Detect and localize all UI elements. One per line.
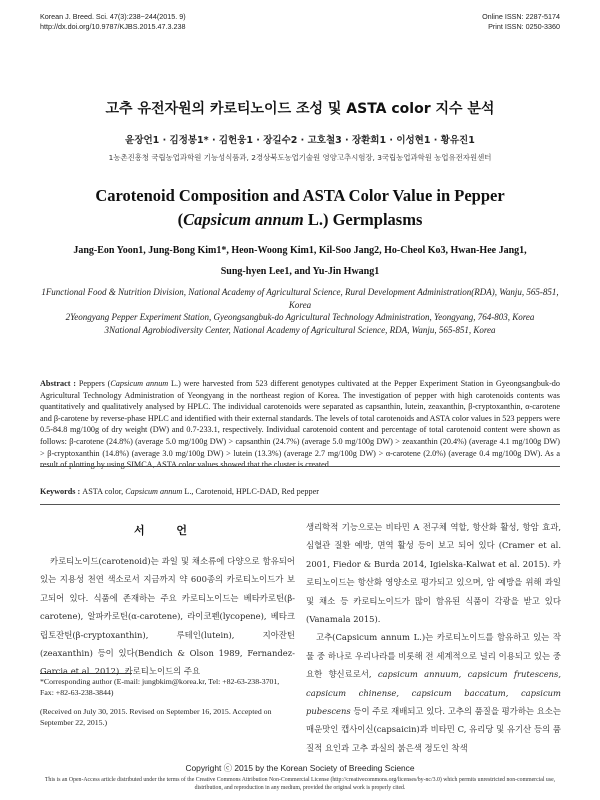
affiliation-1: 1Functional Food & Nutrition Division, National Academy of Agricultural Science, Rural Development Administration(RDA), Wanju, 565-851, Korea: [41, 287, 559, 310]
intro-p2-text-2: 등이 주로 재배되고 있다. 고추의 품질을 평가하는 요소는 매운맛인 캡사이신(capsaicin)과 비타민 C, 유리당 및 유기산 등의 품질적 요인과 고추 과실의 붉은색 정도인 착색: [306, 706, 561, 753]
korean-authors: 윤장언1 · 김정봉1* · 김헌웅1 · 장길수2 · 고호철3 · 장환희1 · 이성현1 · 황유진1: [125, 135, 475, 146]
intro-paragraph-1-continued: 생리학적 기능으로는 비타민 A 전구체 역할, 항산화 활성, 항암 효과, 심혈관 질환 예방, 면역 활성 등이 보고 되어 있다 (Cramer et al. 2001, Fiedor & Burda 2014, Igielska-Kalwat et al. 2015). 카로티노이드는 항산화 영양소로 평가되고 있으며, 암 예방을 위해 과일 및 채소 등 카로티노이드가 많이 함유된 식품이 각광을 받고 있다(Vanamala 2015).: [306, 522, 561, 625]
received-dates-footnote: (Received on July 30, 2015. Revised on September 16, 2015. Accepted on September 22, 2015.): [40, 707, 272, 727]
title-species-name: Capsicum annum: [183, 210, 304, 229]
running-header-right: [482, 12, 560, 32]
abstract-label: Abstract :: [40, 379, 79, 388]
intro-left-column: [40, 552, 295, 681]
affiliation-3: 3National Agrobiodiversity Center, National Academy of Agricultural Science, RDA, Wanju, 565-851, Korea: [104, 324, 496, 335]
keywords-rule-bottom: [40, 504, 560, 505]
intro-p2-text-1: 고추(Capsicum annum L.)는 카로티노이드를 함유하고 있는 작물 중 하나로 우리나라를 비롯해 전 세계적으로 널리 이용되고 있는 중요한 향신료로서,: [306, 632, 561, 680]
online-issn: Online ISSN: 2287-5174: [482, 12, 560, 21]
intro-paragraph-2: [306, 628, 561, 757]
keywords-label: Keywords :: [40, 487, 83, 496]
keywords-text-1: ASTA color,: [82, 487, 126, 496]
copyright-notice: Copyright ⓒ 2015 by the Korean Society of Breeding Science: [185, 763, 415, 773]
english-authors-line2: Sung-hyen Lee1, and Yu-Jin Hwang1: [220, 266, 380, 277]
english-title-line1: Carotenoid Composition and ASTA Color Value in Pepper: [95, 186, 505, 205]
abstract-text-2: L.) were harvested from 523 different genotypes cultivated at the Pepper Experiment Station in Gyeongsangbuk-do Agricultural Technology Administration of Yeongyang in the northeast region of Korea. The investigation of pepper with high carotenoids contents was quantitatively and qualitatively analysed by HPLC. The individual carotenoids were separated as capsanthin, lutein, zeaxanthin, β-cryptoxanthin, α-carotene and β-carotene by reverse-phase HPLC and identified with their external standards. The levels of total carotenoids and ASTA color values in 523 peppers were 0.5-84.8 mg/100g of dry weight (DW) and 0.7-233.1, respectively. Individual carotenoid content and percentage of total carotenoid content were shown as follows: β-carotene (24.8%) (average 5.0 mg/100g DW) > capsanthin (24.7%) (average 5.0 mg/100g DW) > zeaxanthin (20.4%) (average 4.1 mg/100g DW) > β-cryptoxanthin (14.8%) (average 3.0 mg/100g DW) > lutein (13.3%) (average 2.7 mg/100g DW) > α-carotene (2.0%) (average 0.4 mg/100g DW). As a result of plotting by using SIMCA, ASTA color values showed that the cluster is created.: [40, 379, 560, 470]
abstract-species: Capsicum annum: [110, 379, 169, 388]
intro-right-column: [306, 518, 561, 757]
doi-link[interactable]: http://dx.doi.org/10.9787/KJBS.2015.47.3.238: [40, 22, 186, 31]
intro-p2-species: capsicum annuum, capsicum frutescens, capsicum chinense, capsicum baccatum, capsicum pubescens: [306, 669, 561, 717]
print-issn: Print ISSN: 0250-3360: [488, 22, 560, 31]
journal-reference: Korean J. Breed. Sci. 47(3):238~244(2015. 9): [40, 12, 186, 21]
keywords-text-2: L., Carotenoid, HPLC-DAD, Red pepper: [182, 487, 319, 496]
keywords-species: Capsicum annum: [125, 487, 183, 496]
korean-title: 고추 유전자원의 카로티노이드 조성 및 ASTA color 지수 분석: [105, 101, 495, 117]
english-authors: [40, 240, 560, 282]
english-title: [0, 184, 600, 232]
english-title-line2: [0, 208, 600, 232]
abstract-text-1: Peppers (: [78, 379, 111, 388]
license-notice: This is an Open-Access article distributed under the terms of the Creative Commons Attribution Non-Commercial License (http://creativecommons.org/licenses/by-nc/3.0) which permits unrestricted non-commercial use, distribution, and reproduction in any medium, provided the original work is properly cited.: [44, 777, 556, 791]
running-header-left: [40, 12, 186, 32]
affiliation-2: 2Yeongyang Pepper Experiment Station, Gyeongsangbuk-do Agricultural Technology Administration, Yeongyang, 764-803, Korea: [65, 312, 535, 322]
korean-affiliations: 1농촌진흥청 국립농업과학원 기능성식품과, 2경상북도농업기술원 영양고추시험장, 3국립농업과학원 농업유전자원센터: [108, 153, 492, 162]
keywords: [40, 486, 560, 497]
abstract: [40, 378, 560, 471]
section-heading-introduction: 서 언: [133, 524, 202, 537]
footnote-divider: [40, 673, 132, 674]
title-line2-rest: L.) Germplasms: [303, 210, 423, 229]
title-paren-open: (: [177, 210, 184, 229]
english-affiliations: [40, 286, 560, 336]
intro-paragraph-1: 카로티노이드(carotenoid)는 과일 및 채소류에 다양으로 함유되어 있는 지용성 천연 색소로서 지금까지 약 600종의 카로티노이드가 보고되어 있다. 식품에 존재하는 주요 카로티노이드는 베타카로틴(β-carotene), 알파카로틴(α-carotene), 라이코펜(lycopene), 베타크립토잔틴(β-cryptoxanthin), 루테인(lutein), 지아잔틴(zeaxanthin) 등이 있다(Bendich & Olson 1989, Fernandez-Garcia et al. 2012). 카로티노이드의 주요: [40, 556, 295, 677]
keywords-rule-top: [40, 466, 560, 467]
corresponding-author-footnote: *Corresponding author (E-mail: jungbkim@korea.kr, Tel: +82-63-238-3701, Fax: +82-63-238-3844): [40, 677, 280, 697]
english-authors-line1: Jang-Eon Yoon1, Jung-Bong Kim1*, Heon-Woong Kim1, Kil-Soo Jang2, Ho-Cheol Ko3, Hwan-Hee Jang1,: [73, 245, 527, 256]
